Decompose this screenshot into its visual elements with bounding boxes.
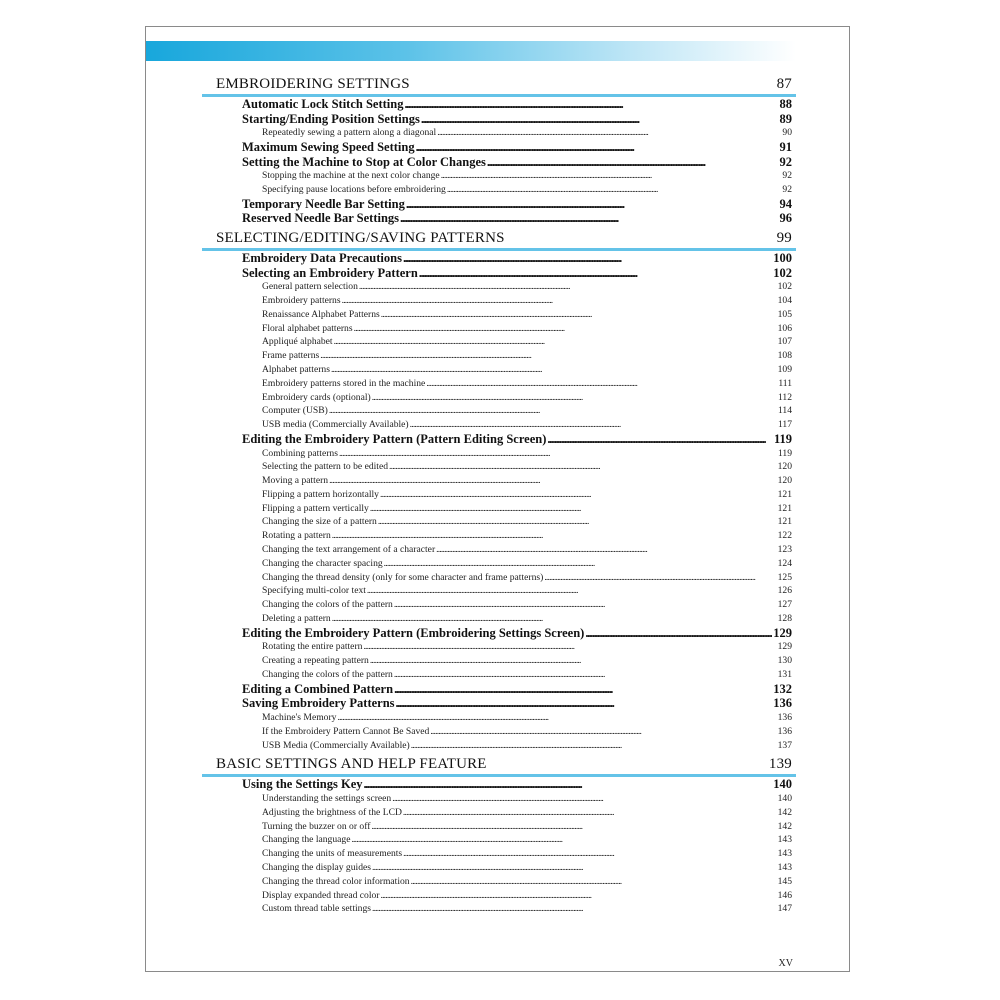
toc-subentry — [202, 792, 796, 806]
toc-heading-entry — [202, 197, 796, 212]
dot-leader — [547, 432, 773, 447]
dot-leader — [394, 668, 777, 682]
entry-page-number: 120 — [777, 461, 792, 473]
header-color-band — [146, 41, 796, 61]
toc-subentry — [202, 739, 796, 753]
dot-leader — [337, 711, 776, 725]
toc-subentry — [202, 502, 796, 516]
toc-subentry — [202, 280, 796, 294]
toc-subentry — [202, 806, 796, 820]
entry-page-number: 143 — [777, 862, 792, 873]
entry-title: Flipping a pattern vertically — [262, 502, 369, 514]
dot-leader — [406, 197, 779, 212]
entry-page-number: 119 — [773, 431, 792, 446]
dot-leader — [394, 598, 777, 612]
dot-leader — [416, 140, 779, 155]
toc-subentry — [202, 902, 796, 916]
toc-subentry — [202, 404, 796, 418]
dot-leader — [370, 654, 777, 668]
dot-leader — [403, 251, 772, 266]
dot-leader — [396, 696, 773, 711]
toc-subentry — [202, 529, 796, 543]
entry-page-number: 136 — [777, 712, 792, 724]
entry-title: Frame patterns — [262, 350, 320, 362]
toc-subentry — [202, 612, 796, 626]
entry-page-number: 121 — [777, 502, 792, 514]
entry-page-number: 130 — [777, 655, 792, 667]
toc-subentry — [202, 460, 796, 474]
entry-title: Floral alphabet patterns — [262, 322, 353, 334]
toc-heading-entry — [202, 682, 796, 697]
entry-title: Embroidery cards (optional) — [262, 391, 371, 403]
dot-leader — [320, 349, 776, 363]
entry-title: Rotating a pattern — [262, 530, 331, 542]
toc-subentry — [202, 183, 796, 197]
toc-subentry — [202, 598, 796, 612]
entry-page-number: 94 — [779, 196, 792, 211]
toc-heading-entry — [202, 251, 796, 266]
entry-title: Using the Settings Key — [242, 777, 363, 792]
dot-leader — [381, 308, 777, 322]
toc-heading-entry — [202, 112, 796, 127]
entry-title: Rotating the entire pattern — [262, 641, 363, 653]
toc-subentry — [202, 335, 796, 349]
entry-title: Custom thread table settings — [262, 903, 371, 915]
entry-page-number: 92 — [782, 170, 792, 182]
dot-leader — [403, 806, 777, 820]
toc-subentry — [202, 654, 796, 668]
dot-leader — [367, 584, 777, 598]
dot-leader — [404, 97, 778, 112]
entry-page-number: 92 — [782, 183, 792, 195]
entry-page-number: 109 — [777, 363, 792, 375]
section-page-number: 99 — [776, 229, 792, 246]
entry-title: Reserved Needle Bar Settings — [242, 211, 400, 226]
dot-leader — [426, 377, 777, 391]
entry-page-number: 108 — [777, 350, 792, 362]
dot-leader — [329, 474, 777, 488]
entry-title: Repeatedly sewing a pattern along a diagonal — [262, 127, 437, 139]
toc-heading-entry — [202, 211, 796, 226]
entry-title: Computer (USB) — [262, 405, 328, 417]
entry-title: Temporary Needle Bar Setting — [242, 196, 405, 211]
toc-subentry — [202, 294, 796, 308]
entry-page-number: 129 — [773, 625, 792, 640]
entry-title: Alphabet patterns — [262, 363, 330, 375]
entry-title: Automatic Lock Stitch Setting — [242, 97, 404, 111]
entry-page-number: 132 — [773, 681, 792, 696]
entry-title: Editing a Combined Pattern — [242, 681, 394, 696]
section-heading — [202, 75, 796, 97]
entry-title: Renaissance Alphabet Patterns — [262, 308, 380, 320]
entry-title: Turning the buzzer on or off — [262, 820, 371, 832]
dot-leader — [372, 391, 777, 405]
entry-title: General pattern selection — [262, 281, 358, 293]
table-of-contents — [202, 72, 796, 916]
entry-title: Changing the units of measurements — [262, 848, 403, 860]
toc-subentry — [202, 847, 796, 861]
entry-page-number: 123 — [777, 544, 792, 556]
entry-page-number: 88 — [779, 97, 792, 111]
dot-leader — [437, 126, 781, 140]
dot-leader — [364, 777, 773, 792]
toc-subentry — [202, 861, 796, 875]
entry-title: Combining patterns — [262, 447, 338, 459]
entry-title: Changing the colors of the pattern — [262, 599, 393, 611]
entry-page-number: 145 — [777, 875, 792, 887]
entry-page-number: 121 — [777, 516, 792, 528]
dot-leader — [329, 404, 777, 418]
toc-subentry — [202, 543, 796, 557]
entry-page-number: 100 — [773, 250, 792, 265]
entry-page-number: 122 — [777, 530, 792, 542]
entry-title: Appliqué alphabet — [262, 336, 333, 348]
entry-title: Editing the Embroidery Pattern (Embroidering Settings Screen) — [242, 625, 585, 640]
entry-page-number: 143 — [777, 848, 792, 860]
entry-title: Embroidery patterns — [262, 294, 341, 306]
section-page-number: 87 — [776, 76, 792, 92]
entry-title: Specifying multi-color text — [262, 585, 366, 597]
entry-page-number: 124 — [777, 557, 792, 569]
toc-subentry — [202, 875, 796, 889]
dot-leader — [359, 280, 777, 294]
entry-title: Selecting an Embroidery Pattern — [242, 265, 418, 280]
dot-leader — [334, 335, 777, 349]
entry-page-number: 119 — [777, 447, 792, 459]
toc-subentry — [202, 725, 796, 739]
entry-title: Creating a repeating pattern — [262, 655, 369, 667]
entry-page-number: 142 — [777, 820, 792, 832]
dot-leader — [378, 515, 777, 529]
entry-page-number: 117 — [777, 419, 792, 431]
dot-leader — [487, 155, 779, 170]
dot-leader — [392, 792, 776, 806]
toc-subentry — [202, 711, 796, 725]
entry-page-number: 142 — [777, 806, 792, 818]
dot-leader — [372, 902, 777, 916]
entry-page-number: 90 — [782, 127, 792, 139]
toc-subentry — [202, 474, 796, 488]
entry-title: Changing the thread color information — [262, 875, 410, 887]
entry-title: Changing the display guides — [262, 862, 371, 873]
dot-leader — [372, 861, 777, 875]
dot-leader — [351, 833, 776, 847]
section-title: SELECTING/EDITING/SAVING PATTERNS — [216, 229, 505, 246]
entry-page-number: 107 — [777, 336, 792, 348]
dot-leader — [384, 557, 777, 571]
section-heading — [202, 229, 796, 251]
dot-leader — [421, 112, 779, 127]
entry-title: Changing the language — [262, 834, 351, 846]
entry-page-number: 147 — [777, 903, 792, 915]
entry-page-number: 146 — [777, 889, 792, 901]
toc-subentry — [202, 557, 796, 571]
entry-page-number: 136 — [773, 696, 792, 711]
entry-title: Maximum Sewing Speed Setting — [242, 139, 415, 154]
entry-page-number: 96 — [779, 211, 792, 226]
dot-leader — [342, 294, 777, 308]
dot-leader — [430, 725, 776, 739]
entry-title: If the Embroidery Pattern Cannot Be Saved — [262, 725, 430, 737]
section-title: EMBROIDERING SETTINGS — [216, 76, 410, 92]
entry-page-number: 102 — [777, 281, 792, 293]
dot-leader — [371, 820, 776, 834]
toc-subentry — [202, 322, 796, 336]
toc-heading-entry — [202, 140, 796, 155]
entry-title: Starting/Ending Position Settings — [242, 111, 420, 126]
dot-leader — [411, 875, 777, 889]
toc-subentry — [202, 418, 796, 432]
entry-title: Changing the text arrangement of a character — [262, 544, 436, 556]
toc-subentry — [202, 584, 796, 598]
document-page — [145, 26, 850, 972]
entry-page-number: 140 — [777, 793, 792, 805]
toc-subentry — [202, 308, 796, 322]
dot-leader — [436, 543, 776, 557]
toc-subentry — [202, 169, 796, 183]
entry-title: USB Media (Commercially Available) — [262, 739, 410, 751]
dot-leader — [370, 502, 777, 516]
toc-subentry — [202, 377, 796, 391]
entry-page-number: 131 — [777, 669, 792, 681]
toc-subentry — [202, 889, 796, 903]
entry-title: Embroidery patterns stored in the machine — [262, 377, 426, 389]
toc-heading-entry — [202, 696, 796, 711]
section-heading — [202, 755, 796, 777]
dot-leader — [332, 612, 777, 626]
entry-page-number: 111 — [778, 377, 792, 389]
entry-page-number: 112 — [777, 391, 792, 403]
entry-page-number: 125 — [777, 571, 792, 583]
dot-leader — [447, 183, 782, 197]
toc-subentry — [202, 668, 796, 682]
entry-page-number: 102 — [773, 265, 792, 280]
toc-heading-entry — [202, 97, 796, 112]
entry-page-number: 114 — [777, 405, 792, 417]
dot-leader — [400, 211, 778, 226]
toc-subentry — [202, 363, 796, 377]
entry-page-number: 91 — [779, 139, 792, 154]
entry-title: Changing the colors of the pattern — [262, 669, 393, 681]
dot-leader — [410, 418, 777, 432]
toc-subentry — [202, 126, 796, 140]
entry-page-number: 104 — [777, 294, 792, 306]
toc-heading-entry — [202, 777, 796, 792]
entry-title: Setting the Machine to Stop at Color Changes — [242, 154, 486, 169]
toc-subentry — [202, 571, 796, 585]
toc-subentry — [202, 640, 796, 654]
toc-subentry — [202, 820, 796, 834]
dot-leader — [585, 626, 772, 641]
toc-subentry — [202, 833, 796, 847]
entry-title: Saving Embroidery Patterns — [242, 696, 395, 711]
dot-leader — [419, 266, 772, 281]
dot-leader — [354, 322, 777, 336]
entry-title: Specifying pause locations before embroidering — [262, 183, 446, 195]
toc-heading-entry — [202, 432, 796, 447]
dot-leader — [331, 363, 777, 377]
toc-heading-entry — [202, 155, 796, 170]
toc-heading-entry — [202, 266, 796, 281]
entry-page-number: 105 — [777, 308, 792, 320]
entry-page-number: 137 — [777, 739, 792, 751]
entry-title: Flipping a pattern horizontally — [262, 488, 379, 500]
toc-subentry — [202, 349, 796, 363]
dot-leader — [403, 847, 776, 861]
dot-leader — [394, 682, 772, 697]
entry-title: Changing the character spacing — [262, 557, 383, 569]
dot-leader — [339, 447, 777, 461]
entry-page-number: 106 — [777, 322, 792, 334]
entry-title: Embroidery Data Precautions — [242, 250, 402, 265]
dot-leader — [380, 889, 776, 903]
entry-page-number: 126 — [777, 585, 792, 597]
entry-title: Deleting a pattern — [262, 613, 331, 625]
entry-page-number: 136 — [777, 725, 792, 737]
dot-leader — [363, 640, 776, 654]
entry-title: Editing the Embroidery Pattern (Pattern Editing Screen) — [242, 431, 547, 446]
entry-page-number: 140 — [773, 777, 792, 792]
dot-leader — [411, 739, 777, 753]
entry-title: Stopping the machine at the next color change — [262, 170, 440, 182]
entry-page-number: 127 — [777, 599, 792, 611]
page-folio: XV — [778, 958, 793, 969]
entry-page-number: 129 — [777, 641, 792, 653]
entry-page-number: 89 — [779, 111, 792, 126]
entry-title: Understanding the settings screen — [262, 793, 392, 805]
toc-subentry — [202, 447, 796, 461]
entry-title: Display expanded thread color — [262, 889, 380, 901]
toc-subentry — [202, 488, 796, 502]
toc-subentry — [202, 391, 796, 405]
entry-title: Selecting the pattern to be edited — [262, 461, 389, 473]
dot-leader — [389, 460, 777, 474]
entry-page-number: 92 — [779, 154, 792, 169]
entry-page-number: 143 — [777, 834, 792, 846]
toc-subentry — [202, 515, 796, 529]
entry-title: Moving a pattern — [262, 475, 329, 487]
entry-page-number: 121 — [777, 488, 792, 500]
entry-title: Changing the size of a pattern — [262, 516, 377, 528]
dot-leader — [441, 169, 782, 183]
entry-page-number: 128 — [777, 613, 792, 625]
entry-title: Machine's Memory — [262, 712, 337, 724]
entry-title: Changing the thread density (only for some character and frame patterns) — [262, 571, 544, 583]
dot-leader — [332, 529, 777, 543]
section-title: BASIC SETTINGS AND HELP FEATURE — [216, 756, 487, 773]
section-page-number: 139 — [768, 756, 792, 773]
entry-page-number: 120 — [777, 475, 792, 487]
dot-leader — [380, 488, 777, 502]
entry-title: USB media (Commercially Available) — [262, 419, 409, 431]
dot-leader — [544, 571, 776, 585]
toc-heading-entry — [202, 626, 796, 641]
entry-title: Adjusting the brightness of the LCD — [262, 806, 402, 818]
